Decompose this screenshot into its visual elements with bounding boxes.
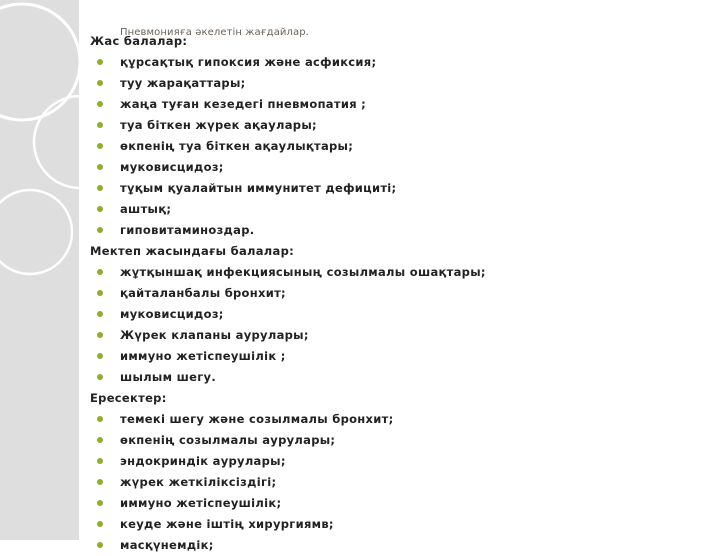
bullet-icon [97,416,103,422]
list-item-text: қайталанбалы бронхит; [120,286,286,300]
section-heading-young-children: Жас балалар: [90,34,188,48]
bullet-icon [97,269,103,275]
decorative-circle-large [0,4,80,120]
list-item-text: гиповитаминоздар. [120,223,255,237]
list-item [90,451,710,472]
bullet-icon [97,185,103,191]
list-item [90,52,710,73]
bullet-icon [97,143,103,149]
list-item [90,115,710,136]
list-item [90,73,710,94]
bullet-icon [97,122,103,128]
section-heading-school-children: Мектеп жасындағы балалар: [90,244,295,258]
bullet-icon [97,227,103,233]
bullet-icon [97,500,103,506]
bullet-icon [97,311,103,317]
list-item-text: құрсақтық гипоксия және асфиксия; [120,55,377,69]
list-item-text: өкпенің туа біткен ақаулықтары; [120,139,354,153]
list-item [90,535,710,556]
decorative-circle-small [0,190,72,274]
bullet-icon [97,164,103,170]
list-item [90,136,710,157]
list-item [90,220,710,241]
list-item [90,493,710,514]
bullet-icon [97,80,103,86]
list-item-text: өкпенің созылмалы аурулары; [120,433,336,447]
slide-title: Пневмонияға әкелетін жағдайлар. [120,27,309,38]
list-item [90,178,710,199]
bullet-icon [97,206,103,212]
list-item [90,199,710,220]
list-item-text: темекі шегу және созылмалы бронхит; [120,412,394,426]
list-item-text: тұқым қуалайтын иммунитет дефициті; [120,181,397,195]
bullet-icon [97,479,103,485]
list-item-text: эндокриндік аурулары; [120,454,286,468]
bullet-icon [97,101,103,107]
list-item-text: муковисцидоз; [120,307,224,321]
list-item [90,94,710,115]
list-item-text: жұтқыншақ инфекциясының созылмалы ошақтары; [120,265,486,279]
bullet-icon [97,353,103,359]
list-item-text: муковисцидоз; [120,160,224,174]
list-item [90,304,710,325]
list-item [90,472,710,493]
list-item-text: Жүрек клапаны аурулары; [120,328,309,342]
list-item-text: иммуно жетіспеушілік ; [120,349,286,363]
list-item-text: аштық; [120,202,172,216]
list-item [90,409,710,430]
list-item [90,157,710,178]
slide-content [90,31,710,556]
bullet-icon [97,542,103,548]
list-item [90,346,710,367]
list-item [90,262,710,283]
bullet-icon [97,437,103,443]
bullet-icon [97,458,103,464]
list-item-text: туу жарақаттары; [120,76,246,90]
list-item-text: туа біткен жүрек ақаулары; [120,118,317,132]
bullet-icon [97,374,103,380]
bullet-icon [97,59,103,65]
list-item [90,367,710,388]
list-item-text: кеуде және іштің хирургиямв; [120,517,334,531]
list-item [90,325,710,346]
list-item-text: жүрек жеткіліксіздігі; [120,475,277,489]
list-item-text: шылым шегу. [120,370,217,384]
list-item-text: иммуно жетіспеушілік; [120,496,282,510]
list-item-text: жаңа туған кезедегі пневмопатия ; [120,97,367,111]
list-item [90,283,710,304]
list-item-text: масқүнемдік; [120,538,214,552]
bullet-icon [97,521,103,527]
bullet-icon [97,332,103,338]
section-heading-adults: Ересектер: [90,391,167,405]
list-item [90,514,710,535]
list-item [90,430,710,451]
bullet-icon [97,290,103,296]
